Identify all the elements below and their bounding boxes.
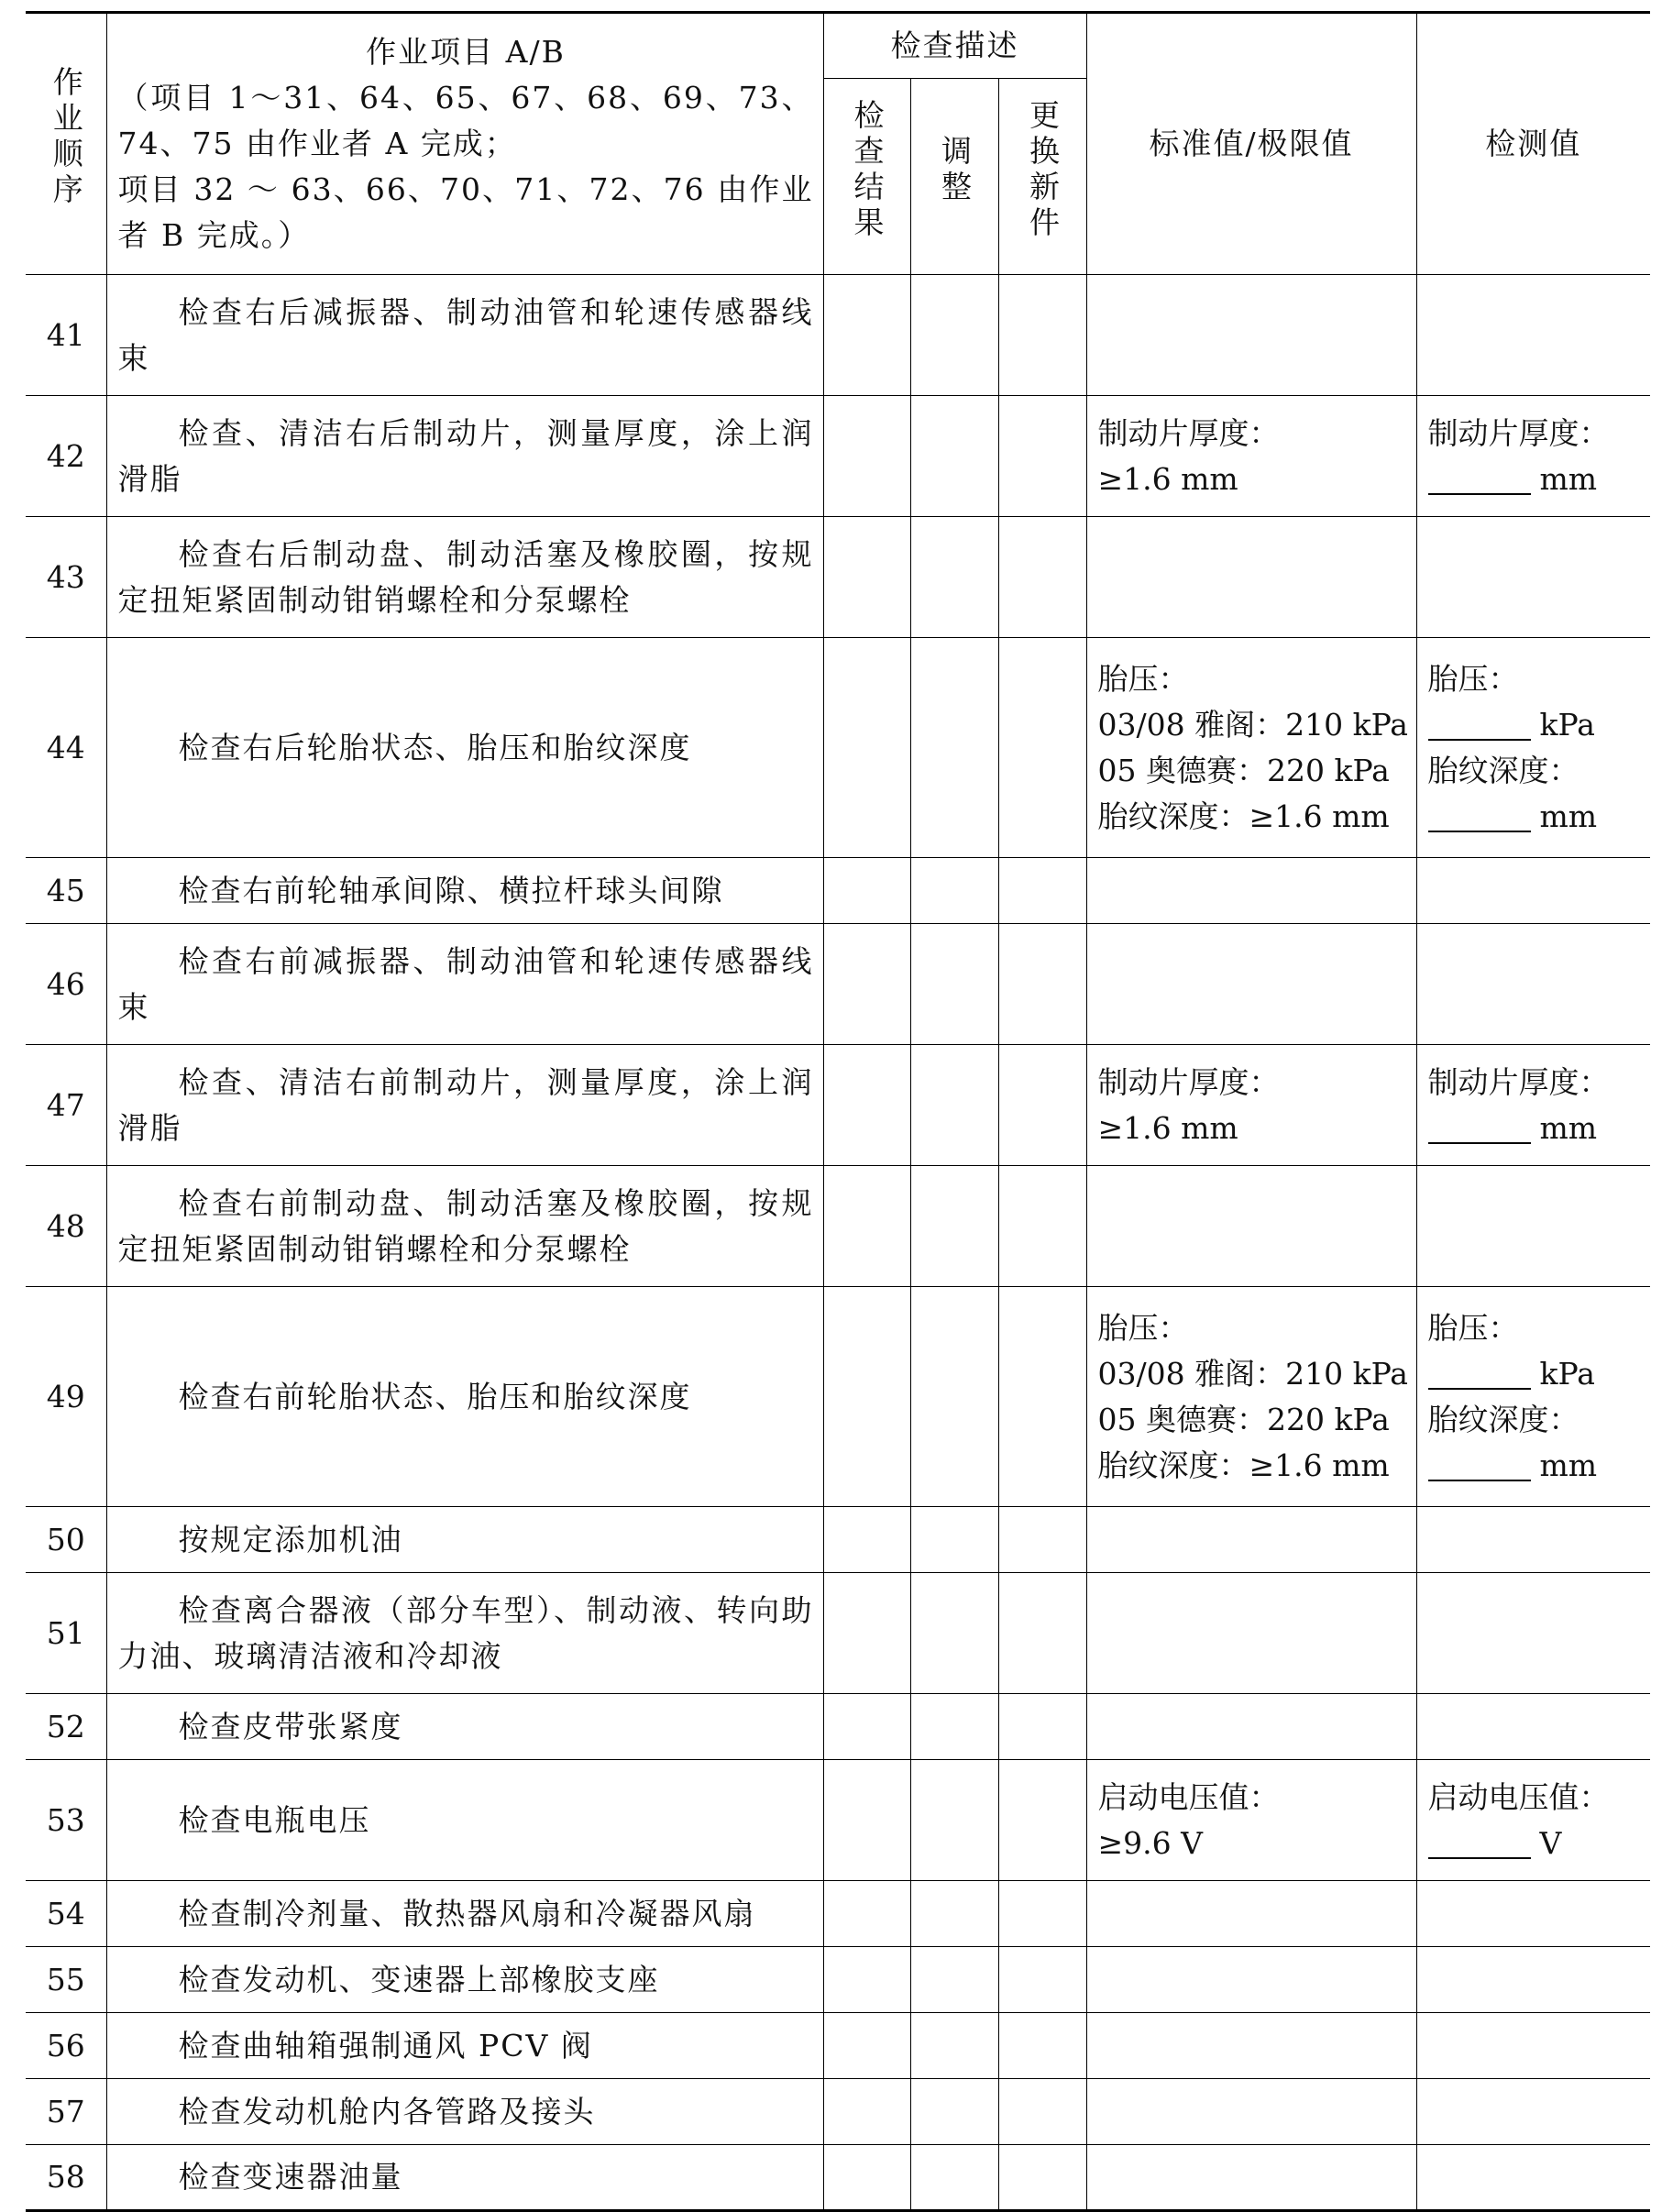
header-seq-label: 作业顺序 — [48, 66, 84, 209]
table-body — [26, 275, 1650, 2211]
check-result-cell[interactable] — [823, 1760, 910, 1881]
table-row — [26, 396, 1650, 517]
adjust-cell[interactable] — [910, 1507, 998, 1573]
replace-cell[interactable] — [998, 1947, 1086, 2013]
measured-value-cell — [1416, 1760, 1650, 1881]
table-row — [26, 1166, 1650, 1287]
measured-value-cell — [1416, 924, 1650, 1045]
check-result-cell[interactable] — [823, 924, 910, 1045]
standard-value-line: 胎纹深度：≥1.6 mm — [1097, 798, 1390, 834]
measured-blank-field[interactable] — [1428, 1824, 1531, 1859]
row-item-text: 检查右后轮胎状态、胎压和胎纹深度 — [178, 729, 692, 765]
measured-unit: mm — [1539, 798, 1598, 834]
row-item-cell — [106, 1760, 823, 1881]
check-result-cell[interactable] — [823, 275, 910, 396]
adjust-cell[interactable] — [910, 638, 998, 858]
standard-value-cell — [1086, 1760, 1416, 1881]
row-item-text: 检查电瓶电压 — [178, 1801, 371, 1838]
row-item-text: 检查右前减振器、制动油管和轮速传感器线束 — [117, 942, 814, 1025]
row-item-cell — [106, 1694, 823, 1760]
standard-value-cell — [1086, 1573, 1416, 1694]
header-adjust-label: 调整 — [937, 134, 973, 206]
adjust-cell[interactable] — [910, 1287, 998, 1507]
standard-value-cell — [1086, 1287, 1416, 1507]
header-measured: 检测值 — [1416, 13, 1650, 275]
table-row — [26, 924, 1650, 1045]
table-row — [26, 638, 1650, 858]
row-item-text: 检查变速器油量 — [178, 2159, 403, 2195]
table-row — [26, 1760, 1650, 1881]
row-seq-number: 42 — [26, 396, 106, 517]
measured-label: 胎压： — [1427, 1309, 1519, 1346]
check-result-cell[interactable] — [823, 1287, 910, 1507]
row-item-cell — [106, 1287, 823, 1507]
adjust-cell[interactable] — [910, 1166, 998, 1287]
replace-cell[interactable] — [998, 1166, 1086, 1287]
standard-value-line: 05 奥德赛：220 kPa — [1097, 1401, 1390, 1437]
replace-cell[interactable] — [998, 2079, 1086, 2145]
standard-value-line: ≥1.6 mm — [1097, 1109, 1238, 1146]
check-result-cell[interactable] — [823, 1045, 910, 1166]
row-item-cell — [106, 1573, 823, 1694]
table-row — [26, 1573, 1650, 1694]
row-item-text: 检查右前轮轴承间隙、横拉杆球头间隙 — [178, 872, 724, 908]
header-item — [106, 13, 823, 275]
header-item-note-1: （项目 1～31、64、65、67、68、69、73、74、75 由作业者 A 完成； — [117, 80, 814, 161]
standard-value-cell — [1086, 2013, 1416, 2079]
row-seq-number: 47 — [26, 1045, 106, 1166]
measured-label: 胎纹深度： — [1427, 1401, 1579, 1437]
measured-label: 胎纹深度： — [1427, 752, 1579, 788]
measured-blank-field[interactable] — [1428, 798, 1531, 832]
row-seq-number: 51 — [26, 1573, 106, 1694]
adjust-cell[interactable] — [910, 517, 998, 638]
adjust-cell[interactable] — [910, 2079, 998, 2145]
measured-blank-field[interactable] — [1428, 1355, 1531, 1390]
measured-value-cell — [1416, 2079, 1650, 2145]
adjust-cell[interactable] — [910, 858, 998, 924]
measured-blank-field[interactable] — [1428, 706, 1531, 741]
replace-cell[interactable] — [998, 1573, 1086, 1694]
standard-value-cell — [1086, 924, 1416, 1045]
replace-cell[interactable] — [998, 1694, 1086, 1760]
row-seq-number: 48 — [26, 1166, 106, 1287]
standard-value-cell — [1086, 1045, 1416, 1166]
measured-unit: mm — [1539, 460, 1598, 497]
replace-cell[interactable] — [998, 517, 1086, 638]
check-result-cell[interactable] — [823, 2145, 910, 2211]
measured-label: 胎压： — [1427, 660, 1519, 697]
measured-value-cell — [1416, 396, 1650, 517]
row-item-text: 检查发动机舱内各管路及接头 — [178, 2093, 596, 2129]
header-adjust — [910, 79, 998, 275]
row-item-cell — [106, 2013, 823, 2079]
replace-cell[interactable] — [998, 1045, 1086, 1166]
measured-blank-field[interactable] — [1428, 1447, 1531, 1481]
check-result-cell[interactable] — [823, 638, 910, 858]
header-item-title: 作业项目 A/B — [366, 34, 566, 70]
measured-value-cell — [1416, 1287, 1650, 1507]
row-item-cell — [106, 396, 823, 517]
replace-cell[interactable] — [998, 1881, 1086, 1947]
row-item-cell — [106, 1045, 823, 1166]
header-check-result — [823, 79, 910, 275]
replace-cell[interactable] — [998, 924, 1086, 1045]
measured-entry — [1428, 702, 1644, 748]
header-seq — [26, 13, 106, 275]
standard-value-line: 胎纹深度：≥1.6 mm — [1097, 1447, 1390, 1483]
row-seq-number: 49 — [26, 1287, 106, 1507]
maintenance-checklist-table — [26, 11, 1650, 2212]
standard-value-cell — [1086, 1881, 1416, 1947]
table-row — [26, 1507, 1650, 1573]
measured-entry — [1428, 1821, 1644, 1866]
check-result-cell[interactable] — [823, 1694, 910, 1760]
measured-unit: mm — [1539, 1447, 1598, 1483]
header-replace-label: 更换新件 — [1025, 98, 1061, 242]
standard-value-cell — [1086, 1507, 1416, 1573]
header-check-result-label: 检查结果 — [849, 98, 886, 242]
row-item-text: 检查、清洁右前制动片，测量厚度，涂上润滑脂 — [117, 1063, 814, 1146]
measured-value-cell — [1416, 1947, 1650, 2013]
row-seq-number: 50 — [26, 1507, 106, 1573]
standard-value-line: 胎压： — [1097, 1309, 1189, 1346]
row-item-cell — [106, 2079, 823, 2145]
row-item-text: 检查曲轴箱强制通风 PCV 阀 — [178, 2027, 593, 2063]
row-item-cell — [106, 924, 823, 1045]
replace-cell[interactable] — [998, 2145, 1086, 2211]
measured-value-cell — [1416, 858, 1650, 924]
replace-cell[interactable] — [998, 396, 1086, 517]
row-seq-number: 53 — [26, 1760, 106, 1881]
standard-value-line: 03/08 雅阁：210 kPa — [1097, 706, 1408, 743]
header-item-note-2: 项目 32 ～ 63、66、70、71、72、76 由作业者 B 完成。） — [117, 171, 814, 253]
table-row — [26, 1881, 1650, 1947]
replace-cell[interactable] — [998, 275, 1086, 396]
check-result-cell[interactable] — [823, 1573, 910, 1694]
table-row — [26, 1694, 1650, 1760]
adjust-cell[interactable] — [910, 1694, 998, 1760]
replace-cell[interactable] — [998, 1507, 1086, 1573]
standard-value-line: ≥1.6 mm — [1097, 460, 1238, 497]
measured-unit: V — [1539, 1824, 1562, 1861]
header-standard: 标准值/极限值 — [1086, 13, 1416, 275]
standard-value-line: 05 奥德赛：220 kPa — [1097, 752, 1390, 788]
measured-value-cell — [1416, 517, 1650, 638]
adjust-cell[interactable] — [910, 1760, 998, 1881]
measured-value-cell — [1416, 1881, 1650, 1947]
check-result-cell[interactable] — [823, 1507, 910, 1573]
replace-cell[interactable] — [998, 2013, 1086, 2079]
measured-blank-field[interactable] — [1428, 1109, 1531, 1144]
standard-value-cell — [1086, 858, 1416, 924]
standard-value-line: 03/08 雅阁：210 kPa — [1097, 1355, 1408, 1392]
table-row — [26, 2145, 1650, 2211]
measured-value-cell — [1416, 638, 1650, 858]
standard-value-cell — [1086, 638, 1416, 858]
table-row — [26, 2013, 1650, 2079]
standard-value-cell — [1086, 2079, 1416, 2145]
row-seq-number: 43 — [26, 517, 106, 638]
adjust-cell[interactable] — [910, 2013, 998, 2079]
replace-cell[interactable] — [998, 858, 1086, 924]
row-item-cell — [106, 1881, 823, 1947]
measured-value-cell — [1416, 1573, 1650, 1694]
table-row — [26, 517, 1650, 638]
row-seq-number: 57 — [26, 2079, 106, 2145]
row-seq-number: 44 — [26, 638, 106, 858]
row-item-cell — [106, 1947, 823, 2013]
measured-value-cell — [1416, 1045, 1650, 1166]
check-result-cell[interactable] — [823, 1947, 910, 2013]
row-item-cell — [106, 1166, 823, 1287]
adjust-cell[interactable] — [910, 1045, 998, 1166]
check-result-cell[interactable] — [823, 858, 910, 924]
measured-entry — [1428, 1106, 1644, 1151]
row-item-cell — [106, 638, 823, 858]
adjust-cell[interactable] — [910, 396, 998, 517]
standard-value-cell — [1086, 517, 1416, 638]
check-result-cell[interactable] — [823, 1166, 910, 1287]
row-seq-number: 45 — [26, 858, 106, 924]
measured-label: 启动电压值： — [1427, 1778, 1610, 1815]
standard-value-cell — [1086, 1166, 1416, 1287]
standard-value-line: 制动片厚度： — [1097, 414, 1280, 451]
check-result-cell[interactable] — [823, 2013, 910, 2079]
measured-value-cell — [1416, 1507, 1650, 1573]
measured-value-cell — [1416, 2145, 1650, 2211]
row-seq-number: 58 — [26, 2145, 106, 2211]
row-seq-number: 46 — [26, 924, 106, 1045]
row-seq-number: 41 — [26, 275, 106, 396]
header-check-group: 检查描述 — [823, 13, 1086, 79]
header-replace — [998, 79, 1086, 275]
table-row — [26, 275, 1650, 396]
row-item-text: 检查离合器液（部分车型）、制动液、转向助力油、玻璃清洁液和冷却液 — [117, 1591, 814, 1674]
check-result-cell[interactable] — [823, 2079, 910, 2145]
adjust-cell[interactable] — [910, 275, 998, 396]
standard-value-cell — [1086, 275, 1416, 396]
row-item-cell — [106, 517, 823, 638]
row-item-cell — [106, 1507, 823, 1573]
standard-value-line: ≥9.6 V — [1097, 1824, 1203, 1861]
table-row — [26, 1287, 1650, 1507]
table-row — [26, 858, 1650, 924]
row-seq-number: 52 — [26, 1694, 106, 1760]
table-row — [26, 1045, 1650, 1166]
standard-value-cell — [1086, 2145, 1416, 2211]
standard-value-cell — [1086, 396, 1416, 517]
row-item-text: 检查右前轮胎状态、胎压和胎纹深度 — [178, 1378, 692, 1414]
measured-value-cell — [1416, 1694, 1650, 1760]
row-item-text: 按规定添加机油 — [178, 1521, 403, 1557]
check-result-cell[interactable] — [823, 1881, 910, 1947]
check-result-cell[interactable] — [823, 517, 910, 638]
measured-unit: kPa — [1539, 706, 1595, 743]
row-item-text: 检查右后减振器、制动油管和轮速传感器线束 — [117, 293, 814, 376]
row-seq-number: 54 — [26, 1881, 106, 1947]
measured-value-cell — [1416, 1166, 1650, 1287]
measured-entry — [1428, 457, 1644, 502]
measured-entry — [1428, 794, 1644, 840]
standard-value-line: 启动电压值： — [1097, 1778, 1280, 1815]
standard-value-line: 制动片厚度： — [1097, 1063, 1280, 1100]
measured-label: 制动片厚度： — [1427, 414, 1610, 451]
row-seq-number: 55 — [26, 1947, 106, 2013]
adjust-cell[interactable] — [910, 2145, 998, 2211]
standard-value-cell — [1086, 1947, 1416, 2013]
measured-blank-field[interactable] — [1428, 460, 1531, 495]
standard-value-line: 胎压： — [1097, 660, 1189, 697]
row-item-text: 检查发动机、变速器上部橡胶支座 — [178, 1961, 660, 1997]
row-item-cell — [106, 2145, 823, 2211]
row-item-text: 检查制冷剂量、散热器风扇和冷凝器风扇 — [178, 1895, 756, 1931]
measured-entry — [1428, 1351, 1644, 1397]
measured-unit: kPa — [1539, 1355, 1595, 1392]
row-item-text: 检查右后制动盘、制动活塞及橡胶圈，按规定扭矩紧固制动钳销螺栓和分泵螺栓 — [117, 535, 814, 618]
row-item-text: 检查右前制动盘、制动活塞及橡胶圈，按规定扭矩紧固制动钳销螺栓和分泵螺栓 — [117, 1184, 814, 1267]
replace-cell[interactable] — [998, 638, 1086, 858]
adjust-cell[interactable] — [910, 1573, 998, 1694]
standard-value-cell — [1086, 1694, 1416, 1760]
table-row — [26, 1947, 1650, 2013]
measured-label: 制动片厚度： — [1427, 1063, 1610, 1100]
check-result-cell[interactable] — [823, 396, 910, 517]
replace-cell[interactable] — [998, 1760, 1086, 1881]
measured-value-cell — [1416, 275, 1650, 396]
row-item-text: 检查、清洁右后制动片，测量厚度，涂上润滑脂 — [117, 414, 814, 497]
measured-value-cell — [1416, 2013, 1650, 2079]
adjust-cell[interactable] — [910, 1881, 998, 1947]
row-seq-number: 56 — [26, 2013, 106, 2079]
measured-entry — [1428, 1443, 1644, 1489]
table-header — [26, 13, 1650, 275]
row-item-cell — [106, 858, 823, 924]
adjust-cell[interactable] — [910, 1947, 998, 2013]
measured-unit: mm — [1539, 1109, 1598, 1146]
table-row — [26, 2079, 1650, 2145]
adjust-cell[interactable] — [910, 924, 998, 1045]
replace-cell[interactable] — [998, 1287, 1086, 1507]
row-item-text: 检查皮带张紧度 — [178, 1708, 403, 1744]
row-item-cell — [106, 275, 823, 396]
